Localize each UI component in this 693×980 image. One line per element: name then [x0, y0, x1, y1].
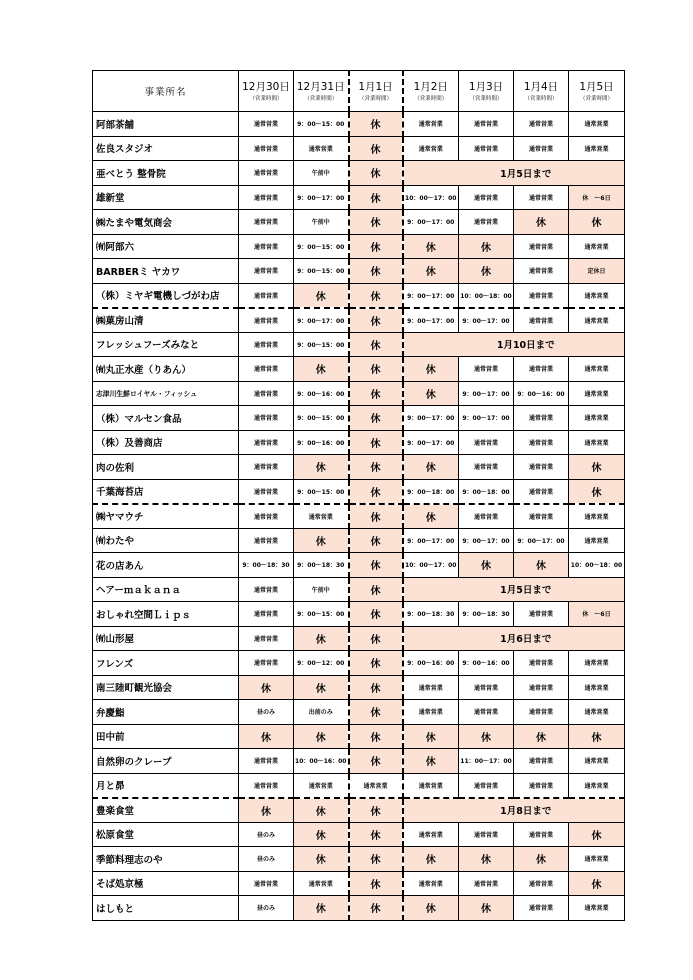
hours-cell: 休	[459, 724, 514, 749]
table-row	[93, 185, 625, 210]
table-row	[93, 357, 625, 382]
closure-note-cell: 1月8日まで	[403, 798, 625, 823]
hours-cell: 通常営業	[403, 675, 459, 700]
hours-cell: 通常営業	[514, 259, 569, 284]
hours-cell: 通常営業	[569, 651, 625, 676]
hours-cell: 通常営業	[459, 504, 514, 529]
business-name: 季節料理志のや	[93, 847, 239, 872]
table-row	[93, 553, 625, 578]
hours-cell: 休	[239, 724, 294, 749]
hours-cell: 休	[514, 210, 569, 235]
table-row	[93, 847, 625, 872]
header-date-col: 1月5日 （営業時間）	[569, 71, 625, 112]
business-name: 花の店あん	[93, 553, 239, 578]
table-row	[93, 896, 625, 921]
hours-cell: 通常営業	[459, 455, 514, 480]
hours-cell: 通常営業	[514, 308, 569, 333]
hours-cell: 午前中	[294, 210, 349, 235]
hours-cell: 9：00～12：00	[294, 651, 349, 676]
hours-cell: 休	[349, 185, 403, 210]
hours-cell: 通常営業	[514, 896, 569, 921]
hours-cell: 通常営業	[294, 504, 349, 529]
hours-cell: 休	[349, 871, 403, 896]
hours-cell: 通常営業	[569, 896, 625, 921]
hours-cell: 通常営業	[403, 871, 459, 896]
business-name: （株）マルセン食品	[93, 406, 239, 431]
business-name: 肉の佐利	[93, 455, 239, 480]
hours-cell: 休	[294, 896, 349, 921]
table-row	[93, 308, 625, 333]
hours-cell: 休	[349, 161, 403, 186]
hours-cell: 9：00～18：30	[239, 553, 294, 578]
hours-cell: 休	[514, 847, 569, 872]
hours-cell: 9：00～18：30	[403, 602, 459, 627]
hours-cell: 通常営業	[459, 700, 514, 725]
hours-cell: 休	[349, 479, 403, 504]
hours-cell: 休	[569, 822, 625, 847]
business-name: （株）ミヤギ電機しづがわ店	[93, 283, 239, 308]
hours-cell: 9：00～17：00	[403, 308, 459, 333]
hours-cell: 通常営業	[514, 283, 569, 308]
header-date-col: 1月3日 （営業時間）	[459, 71, 514, 112]
hours-cell: 休	[349, 136, 403, 161]
hours-cell: 11：00～17：00	[459, 749, 514, 774]
hours-cell: 通常営業	[569, 283, 625, 308]
table-row	[93, 259, 625, 284]
hours-cell: 通常営業	[514, 136, 569, 161]
hours-cell: 休	[349, 308, 403, 333]
hours-cell: 休	[514, 553, 569, 578]
hours-cell: 9：00～16：00	[514, 381, 569, 406]
hours-cell: 9：00～17：00	[294, 308, 349, 333]
hours-cell: 午前中	[294, 577, 349, 602]
hours-cell: 休	[294, 724, 349, 749]
business-name: 志津川生鮮ロイヤル・フィッシュ	[93, 381, 239, 406]
hours-cell: 通常営業	[403, 700, 459, 725]
hours-cell: 通常営業	[239, 602, 294, 627]
hours-cell: 通常営業	[569, 528, 625, 553]
hours-cell: 休	[294, 283, 349, 308]
hours-cell: 9：00～15：00	[294, 112, 349, 137]
hours-cell: 通常営業	[294, 871, 349, 896]
table-row	[93, 675, 625, 700]
hours-cell: 9：00～16：00	[459, 651, 514, 676]
hours-cell: 9：00～17：00	[459, 308, 514, 333]
business-name: 阿部茶舗	[93, 112, 239, 137]
business-name: はしもと	[93, 896, 239, 921]
table-row	[93, 430, 625, 455]
hours-cell: 休	[403, 749, 459, 774]
table-row	[93, 406, 625, 431]
hours-cell: 通常営業	[239, 504, 294, 529]
hours-cell: 休	[349, 724, 403, 749]
hours-cell: 休	[403, 259, 459, 284]
hours-cell: 休	[349, 332, 403, 357]
hours-cell: 9：00～17：00	[459, 381, 514, 406]
hours-cell: 休	[349, 847, 403, 872]
hours-cell: 9：00～18：00	[459, 479, 514, 504]
table-row	[93, 112, 625, 137]
table-row	[93, 381, 625, 406]
hours-cell: 通常営業	[239, 749, 294, 774]
hours-cell: 通常営業	[459, 357, 514, 382]
hours-cell: 通常営業	[514, 602, 569, 627]
business-name: 佐良スタジオ	[93, 136, 239, 161]
table-row	[93, 479, 625, 504]
hours-cell: 休	[349, 259, 403, 284]
business-name: ㈲わたや	[93, 528, 239, 553]
hours-cell: 休	[403, 455, 459, 480]
business-name: 自然卵のクレープ	[93, 749, 239, 774]
hours-cell: 通常営業	[239, 406, 294, 431]
hours-cell: 休	[294, 528, 349, 553]
hours-cell: 通常営業	[569, 234, 625, 259]
business-name: （株）及善商店	[93, 430, 239, 455]
hours-cell: 通常営業	[514, 773, 569, 798]
table-row	[93, 504, 625, 529]
hours-cell: 通常営業	[403, 773, 459, 798]
hours-cell: 休	[459, 259, 514, 284]
hours-cell: 9：00～17：00	[403, 406, 459, 431]
business-name: ㈱ヤマウチ	[93, 504, 239, 529]
hours-cell: 9：00～15：00	[294, 259, 349, 284]
hours-cell: 休	[294, 455, 349, 480]
hours-cell: 休	[349, 651, 403, 676]
hours-cell: 10：00～17：00	[403, 185, 459, 210]
hours-cell: 休	[349, 112, 403, 137]
hours-cell: 通常営業	[569, 749, 625, 774]
hours-cell: 通常営業	[239, 308, 294, 333]
header-date-col: 12月31日 （営業時間）	[294, 71, 349, 112]
business-name: 雄新堂	[93, 185, 239, 210]
hours-cell: 休	[294, 798, 349, 823]
hours-cell: 通常営業	[239, 773, 294, 798]
hours-cell: 通常営業	[569, 675, 625, 700]
hours-cell: 休	[403, 896, 459, 921]
hours-cell: 9：00～17：00	[459, 406, 514, 431]
hours-cell: 休	[349, 602, 403, 627]
hours-cell: 通常営業	[514, 651, 569, 676]
hours-cell: 休	[294, 822, 349, 847]
business-name: ㈱たまや電気商会	[93, 210, 239, 235]
hours-cell: 9：00～17：00	[403, 430, 459, 455]
table-row	[93, 626, 625, 651]
hours-cell: 通常営業	[239, 357, 294, 382]
business-name: 亜べとう 整骨院	[93, 161, 239, 186]
hours-cell: 通常営業	[294, 773, 349, 798]
hours-cell: 9：00～17：00	[403, 528, 459, 553]
hours-cell: 休	[294, 357, 349, 382]
hours-cell: 10：00～18：00	[569, 553, 625, 578]
hours-cell: 通常営業	[239, 112, 294, 137]
hours-cell: 通常営業	[239, 210, 294, 235]
table-row	[93, 773, 625, 798]
hours-cell: 休	[349, 700, 403, 725]
hours-cell: 定休日	[569, 259, 625, 284]
hours-cell: 休	[294, 675, 349, 700]
hours-cell: 通常営業	[514, 112, 569, 137]
hours-cell: 休	[349, 749, 403, 774]
hours-cell: 通常営業	[349, 773, 403, 798]
hours-cell: 休	[403, 724, 459, 749]
hours-cell: 休	[349, 430, 403, 455]
hours-cell: 休	[403, 847, 459, 872]
table-row	[93, 210, 625, 235]
hours-cell: 休	[349, 675, 403, 700]
business-name: ㈱菓房山清	[93, 308, 239, 333]
hours-cell: 午前中	[294, 161, 349, 186]
hours-cell: 9：00～17：00	[403, 283, 459, 308]
hours-cell: 通常営業	[514, 675, 569, 700]
hours-cell: 休	[349, 283, 403, 308]
hours-cell: 通常営業	[569, 308, 625, 333]
business-name: 千葉海苔店	[93, 479, 239, 504]
hours-cell: 昼のみ	[239, 700, 294, 725]
hours-cell: 通常営業	[239, 430, 294, 455]
hours-cell: 通常営業	[514, 406, 569, 431]
hours-cell: 9：00～18：00	[403, 479, 459, 504]
table-row	[93, 577, 625, 602]
table-row	[93, 822, 625, 847]
hours-cell: 休	[349, 577, 403, 602]
hours-cell: 休	[349, 528, 403, 553]
hours-cell: 通常営業	[239, 283, 294, 308]
header-business-name: 事業所名	[93, 71, 239, 112]
hours-cell: 通常営業	[514, 455, 569, 480]
hours-cell: 休	[349, 822, 403, 847]
hours-cell: 休	[459, 847, 514, 872]
hours-cell: 休	[349, 626, 403, 651]
hours-cell: 休	[569, 479, 625, 504]
hours-cell: 通常営業	[294, 136, 349, 161]
hours-cell: 通常営業	[403, 822, 459, 847]
closure-note-cell: 1月5日まで	[403, 161, 625, 186]
business-name: フレンズ	[93, 651, 239, 676]
hours-cell: 通常営業	[514, 357, 569, 382]
hours-cell: 9：00～15：00	[294, 602, 349, 627]
table-row	[93, 136, 625, 161]
hours-cell: 休	[459, 234, 514, 259]
hours-cell: 9：00～15：00	[294, 406, 349, 431]
business-name: フレッシュフーズみなと	[93, 332, 239, 357]
table-row	[93, 161, 625, 186]
business-name: ㈲山形屋	[93, 626, 239, 651]
hours-cell: 通常営業	[569, 357, 625, 382]
hours-cell: 休	[349, 798, 403, 823]
hours-cell: 昼のみ	[239, 847, 294, 872]
hours-cell: 9：00～18：30	[459, 602, 514, 627]
hours-cell: 通常営業	[459, 430, 514, 455]
hours-cell: 通常営業	[239, 161, 294, 186]
hours-cell: 通常営業	[569, 406, 625, 431]
hours-cell: 9：00～15：00	[294, 479, 349, 504]
hours-cell: 休	[349, 406, 403, 431]
business-name: ㈲丸正水産（りあん）	[93, 357, 239, 382]
hours-cell: 休	[349, 381, 403, 406]
hours-cell: 10：00～17：00	[403, 553, 459, 578]
hours-cell: 通常営業	[459, 871, 514, 896]
hours-cell: 通常営業	[403, 136, 459, 161]
hours-cell: 通常営業	[239, 528, 294, 553]
hours-cell: 9：00～15：00	[294, 234, 349, 259]
hours-cell: 通常営業	[459, 675, 514, 700]
closure-note-cell: 1月6日まで	[403, 626, 625, 651]
hours-cell: 休	[403, 234, 459, 259]
hours-cell: 9：00～16：00	[403, 651, 459, 676]
hours-cell: 通常営業	[459, 136, 514, 161]
hours-cell: 通常営業	[569, 430, 625, 455]
hours-cell: 出前のみ	[294, 700, 349, 725]
hours-cell: 休	[569, 455, 625, 480]
hours-cell: 休	[349, 455, 403, 480]
hours-cell: 通常営業	[514, 234, 569, 259]
business-name: 松原食堂	[93, 822, 239, 847]
hours-cell: 通常営業	[239, 577, 294, 602]
hours-cell: 休	[349, 504, 403, 529]
header-row	[93, 71, 625, 112]
business-name: 田中前	[93, 724, 239, 749]
header-date-col: 1月2日 （営業時間）	[403, 71, 459, 112]
hours-cell: 休 ～6日	[569, 602, 625, 627]
hours-cell: 通常営業	[239, 234, 294, 259]
hours-cell: 通常営業	[239, 871, 294, 896]
business-name: ㈲阿部六	[93, 234, 239, 259]
business-name: BARBERミ ヤカワ	[93, 259, 239, 284]
hours-cell: 通常営業	[239, 185, 294, 210]
hours-cell: 通常営業	[514, 430, 569, 455]
hours-cell: 通常営業	[239, 259, 294, 284]
holiday-hours-table	[92, 70, 625, 921]
hours-cell: 通常営業	[514, 822, 569, 847]
table-row	[93, 749, 625, 774]
hours-cell: 休	[239, 798, 294, 823]
business-name: そば処京極	[93, 871, 239, 896]
hours-cell: 9：00～17：00	[294, 185, 349, 210]
hours-cell: 9：00～17：00	[514, 528, 569, 553]
hours-cell: 休	[569, 210, 625, 235]
hours-cell: 通常営業	[239, 626, 294, 651]
hours-cell: 9：00～18：30	[294, 553, 349, 578]
hours-cell: 通常営業	[239, 479, 294, 504]
business-name: 弁慶鮨	[93, 700, 239, 725]
hours-cell: 休	[403, 357, 459, 382]
hours-cell: 通常営業	[514, 479, 569, 504]
hours-cell: 休 ～6日	[569, 185, 625, 210]
hours-cell: 10：00～18：00	[459, 283, 514, 308]
hours-cell: 休	[239, 675, 294, 700]
business-name: 南三陸町観光協会	[93, 675, 239, 700]
table-row	[93, 871, 625, 896]
hours-cell: 通常営業	[459, 773, 514, 798]
hours-cell: 9：00～16：00	[294, 430, 349, 455]
hours-cell: 休	[349, 210, 403, 235]
hours-cell: 通常営業	[239, 455, 294, 480]
hours-cell: 通常営業	[569, 773, 625, 798]
hours-cell: 通常営業	[459, 822, 514, 847]
hours-cell: 通常営業	[239, 381, 294, 406]
hours-cell: 休	[459, 896, 514, 921]
business-name: 豊楽食堂	[93, 798, 239, 823]
hours-cell: 通常営業	[514, 749, 569, 774]
hours-cell: 通常営業	[569, 504, 625, 529]
hours-cell: 通常営業	[569, 847, 625, 872]
hours-cell: 通常営業	[239, 136, 294, 161]
hours-cell: 通常営業	[459, 112, 514, 137]
hours-cell: 通常営業	[569, 381, 625, 406]
table-row	[93, 332, 625, 357]
header-date-col: 1月1日 （営業時間）	[349, 71, 403, 112]
hours-cell: 休	[294, 626, 349, 651]
hours-cell: 休	[514, 724, 569, 749]
hours-cell: 休	[403, 504, 459, 529]
hours-cell: 9：00～17：00	[459, 528, 514, 553]
hours-cell: 通常営業	[239, 651, 294, 676]
hours-cell: 通常営業	[459, 185, 514, 210]
business-name: 月と昴	[93, 773, 239, 798]
hours-cell: 休	[569, 724, 625, 749]
hours-cell: 9：00～16：00	[294, 381, 349, 406]
business-name: おしゃれ空間Ｌｉｐｓ	[93, 602, 239, 627]
closure-note-cell: 1月5日まで	[403, 577, 625, 602]
hours-cell: 9：00～15：00	[294, 332, 349, 357]
table-row	[93, 602, 625, 627]
hours-cell: 通常営業	[239, 332, 294, 357]
hours-cell: 通常営業	[514, 871, 569, 896]
hours-cell: 昼のみ	[239, 822, 294, 847]
hours-cell: 通常営業	[514, 700, 569, 725]
hours-cell: 通常営業	[569, 700, 625, 725]
hours-cell: 休	[349, 553, 403, 578]
hours-cell: 休	[459, 553, 514, 578]
hours-cell: 休	[569, 871, 625, 896]
table-row	[93, 700, 625, 725]
hours-cell: 通常営業	[569, 112, 625, 137]
closure-note-cell: 1月10日まで	[403, 332, 625, 357]
hours-cell: 通常営業	[569, 136, 625, 161]
table-row	[93, 283, 625, 308]
table-row	[93, 798, 625, 823]
hours-cell: 通常営業	[403, 112, 459, 137]
header-date-col: 1月4日 （営業時間）	[514, 71, 569, 112]
hours-cell: 通常営業	[514, 504, 569, 529]
hours-cell: 休	[294, 847, 349, 872]
hours-cell: 10：00～16：00	[294, 749, 349, 774]
hours-cell: 休	[349, 896, 403, 921]
hours-cell: 休	[403, 381, 459, 406]
table-row	[93, 528, 625, 553]
hours-cell: 9：00～17：00	[403, 210, 459, 235]
hours-cell: 昼のみ	[239, 896, 294, 921]
hours-cell: 休	[349, 357, 403, 382]
hours-cell: 休	[349, 234, 403, 259]
hours-cell: 通常営業	[514, 185, 569, 210]
table-row	[93, 724, 625, 749]
table-row	[93, 234, 625, 259]
business-name: ヘアーｍａｋａｎａ	[93, 577, 239, 602]
table-row	[93, 651, 625, 676]
table-row	[93, 455, 625, 480]
hours-cell: 通常営業	[459, 210, 514, 235]
header-date-col: 12月30日 （営業時間）	[239, 71, 294, 112]
